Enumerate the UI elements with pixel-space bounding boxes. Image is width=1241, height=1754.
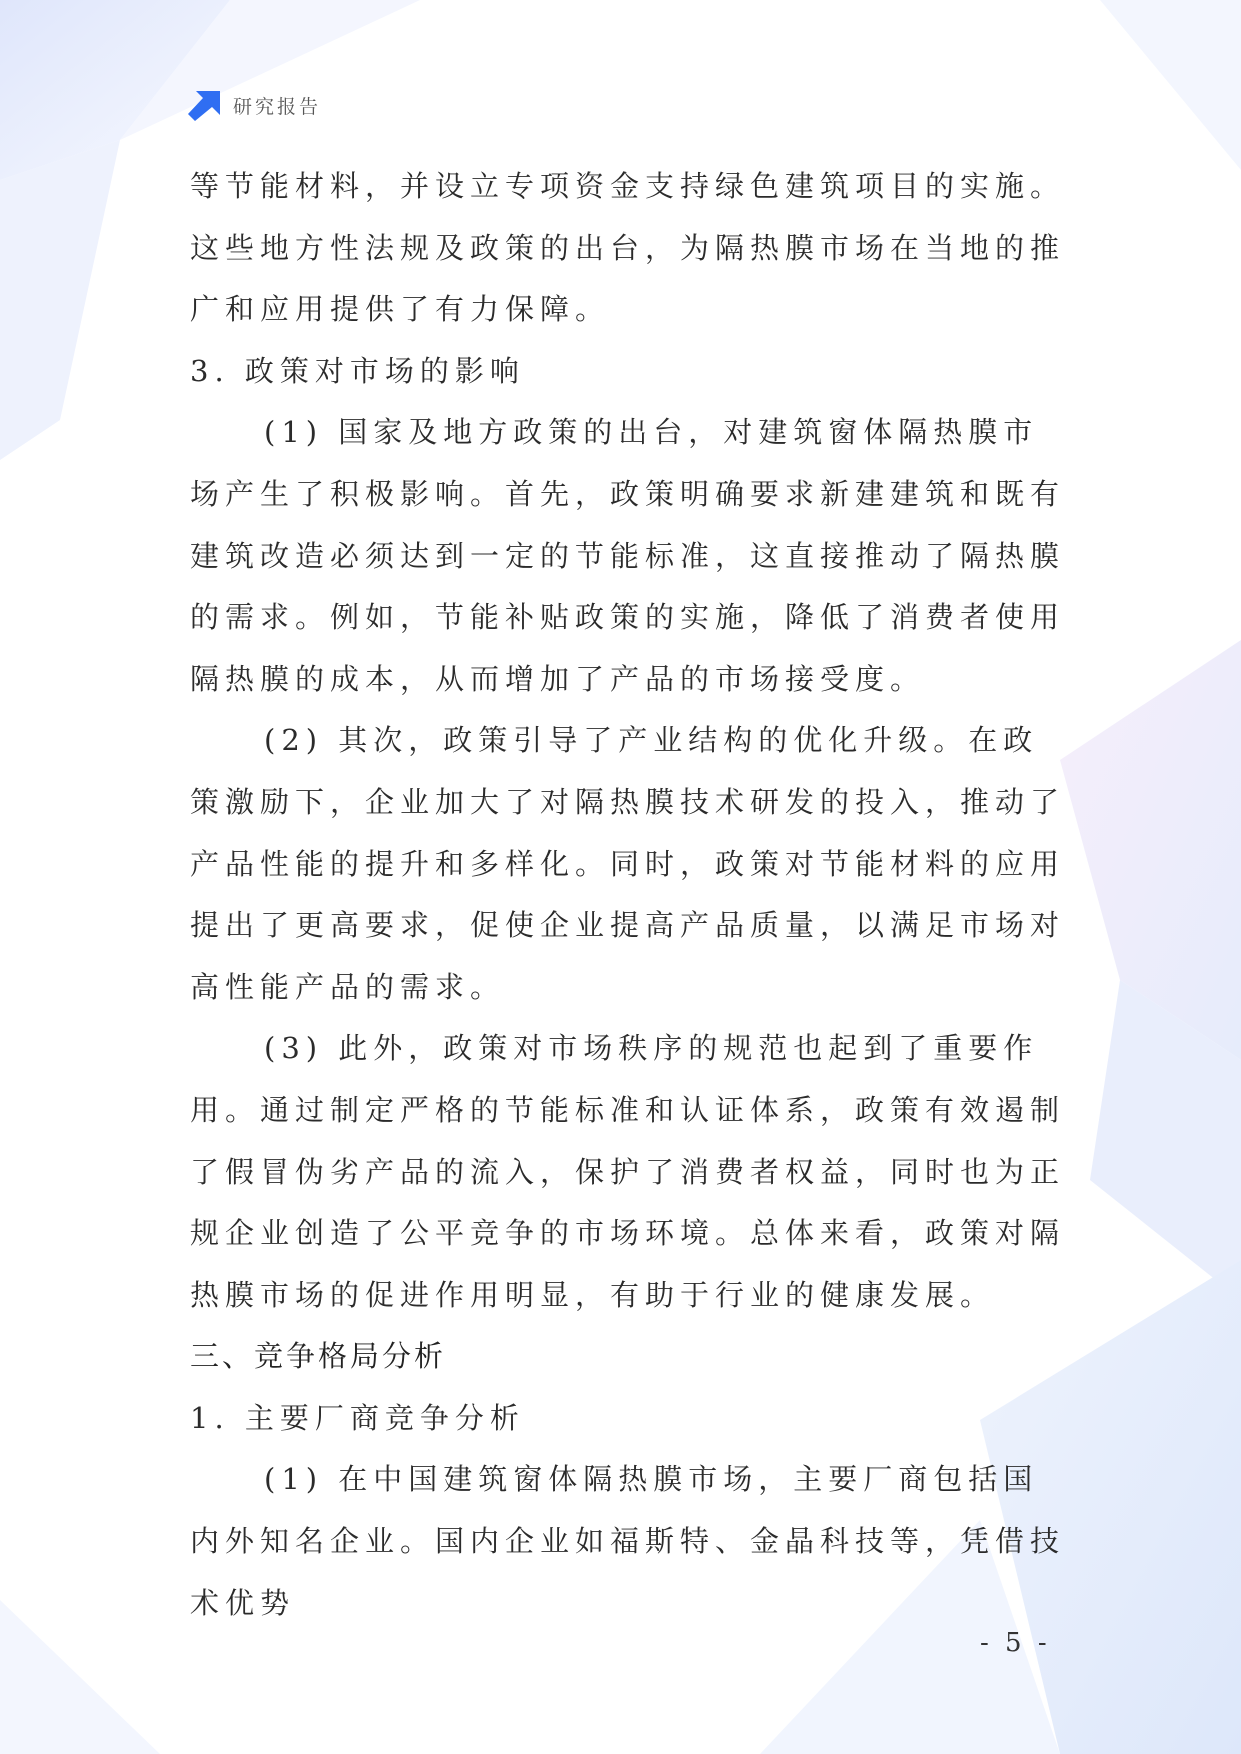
header-title: 研究报告 — [233, 95, 322, 118]
paragraph-3-2: (2) 其次，政策引导了产业结构的优化升级。在政策激励下，企业加大了对隔热膜技术研发的投入，推动了产品性能的提升和多样化。同时，政策对节能材料的应用提出了更高要求，促使企业提高产品质量，以满足市场对高性能产品的需求。 — [190, 723, 1066, 1004]
paragraph-manufacturers-1: (1) 在中国建筑窗体隔热膜市场，主要厂商包括国内外知名企业。国内企业如福斯特、金晶科技等，凭借技术优势 — [190, 1462, 1066, 1620]
intro-continuation-paragraph: 等节能材料，并设立专项资金支持绿色建筑项目的实施。这些地方性法规及政策的出台，为隔热膜市场在当地的推广和应用提供了有力保障。 — [190, 169, 1066, 327]
page-number: - 5 - — [980, 1628, 1051, 1658]
paragraph-3-1: (1) 国家及地方政策的出台，对建筑窗体隔热膜市场产生了积极影响。首先，政策明确要求新建建筑和既有建筑改造必须达到一定的节能标准，这直接推动了隔热膜的需求。例如，节能补贴政策的实施，降低了消费者使用隔热膜的成本，从而增加了产品的市场接受度。 — [190, 415, 1066, 696]
arrow-up-right-icon — [187, 88, 221, 122]
document-body — [190, 156, 1070, 1634]
report-header — [187, 88, 321, 122]
subsection-heading-manufacturers: 1. 主要厂商竞争分析 — [190, 1400, 525, 1435]
paragraph-3-3: (3) 此外，政策对市场秩序的规范也起到了重要作用。通过制定严格的节能标准和认证体系，政策有效遏制了假冒伪劣产品的流入，保护了消费者权益，同时也为正规企业创造了公平竞争的市场环境。总体来看，政策对隔热膜市场的促进作用明显，有助于行业的健康发展。 — [190, 1031, 1066, 1312]
subsection-heading-3: 3. 政策对市场的影响 — [190, 353, 525, 388]
section-heading-competition: 三、竞争格局分析 — [190, 1339, 447, 1374]
